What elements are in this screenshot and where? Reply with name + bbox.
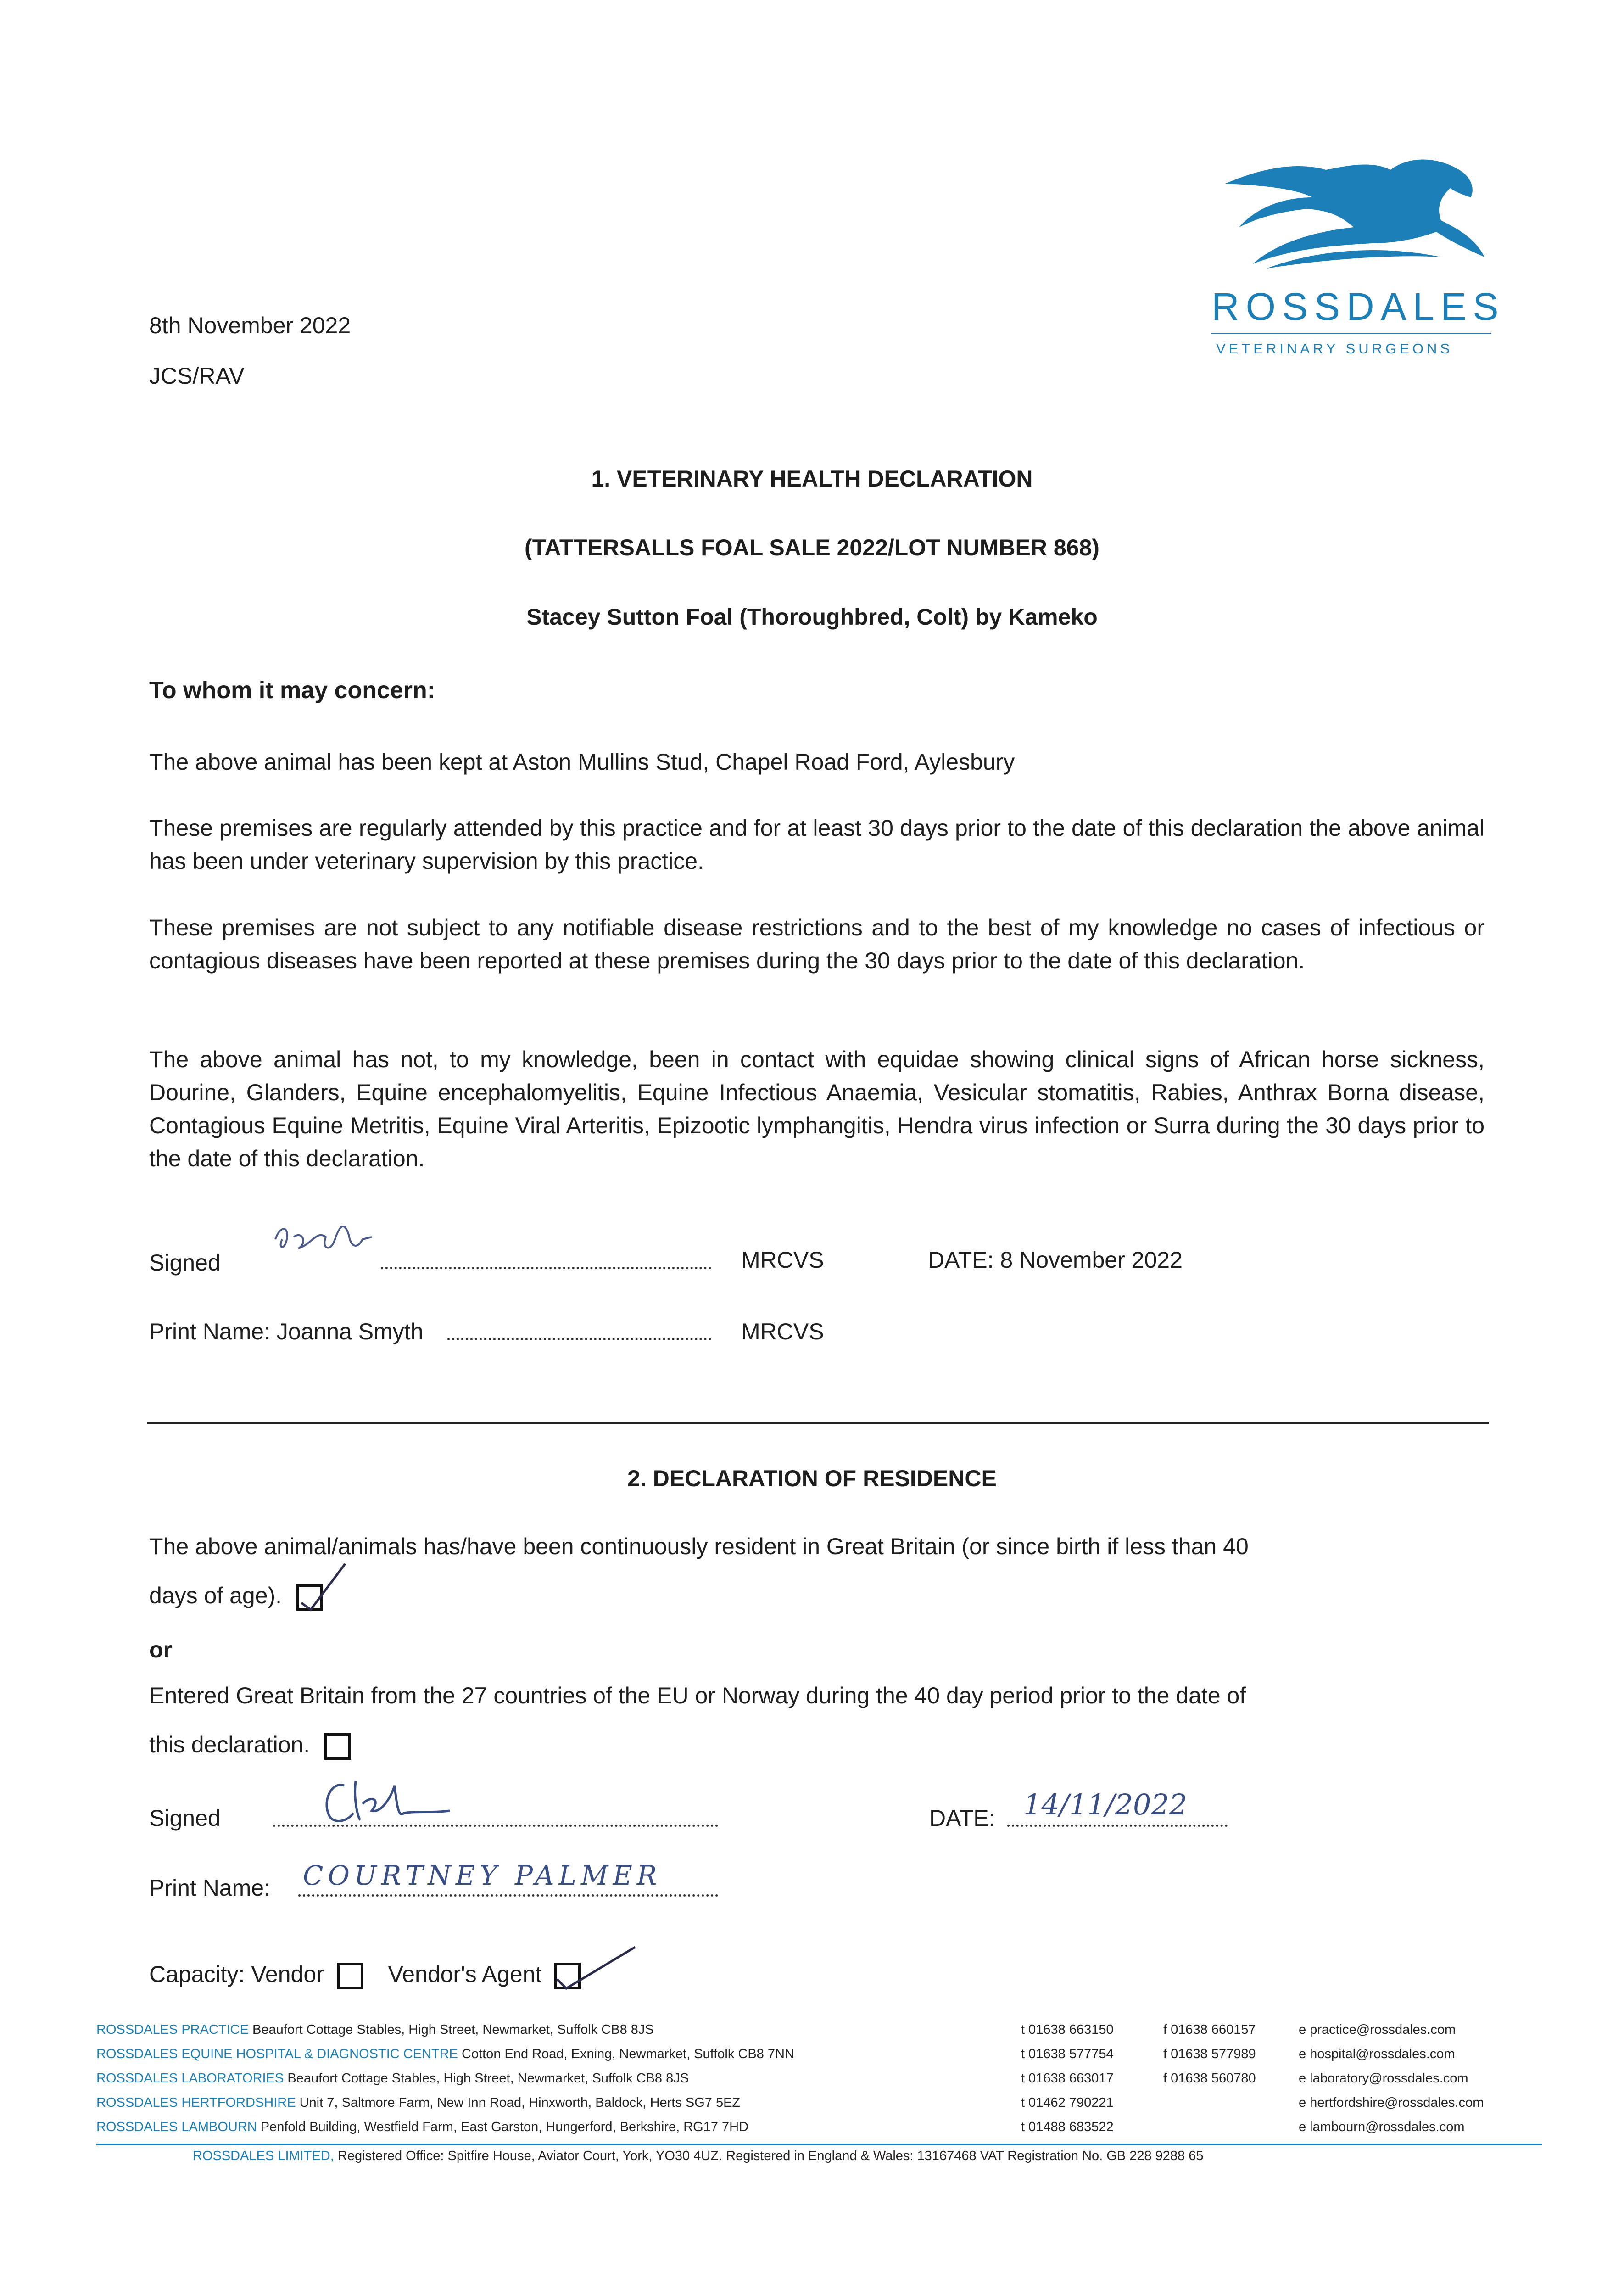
footer: [96, 2020, 1537, 2189]
footer-branch-email[interactable]: e laboratory@rossdales.com: [1299, 2071, 1468, 2086]
vet-print-name: Print Name: Joanna Smyth: [149, 1319, 424, 1344]
section-divider: [147, 1422, 1489, 1424]
mrcvs-label: MRCVS: [741, 1247, 824, 1273]
residence-option1-checkbox[interactable]: [296, 1584, 323, 1611]
owner-date-line: [1007, 1825, 1228, 1827]
section1-subtitle: (TATTERSALLS FOAL SALE 2022/LOT NUMBER 868): [525, 535, 1099, 560]
paragraph-supervision: These premises are regularly attended by this practice and for at least 30 days prior to the date of this declaration the above animal has been under veterinary supervision by this practice.: [149, 815, 1484, 874]
footer-branch-tel: t 01488 683522: [1021, 2120, 1114, 2134]
owner-print-line: [298, 1894, 718, 1897]
footer-branch-address: Unit 7, Saltmore Farm, New Inn Road, Hinxworth, Baldock, Herts SG7 5EZ: [299, 2095, 741, 2110]
residence-option2-line1: Entered Great Britain from the 27 countries of the EU or Norway during the 40 day period prior to the date of: [149, 1683, 1246, 1708]
footer-branch-row: [96, 2117, 1542, 2137]
footer-branch-tel: t 01462 790221: [1021, 2095, 1114, 2110]
section2-title: 2. DECLARATION OF RESIDENCE: [627, 1466, 997, 1491]
owner-signed-label: Signed: [149, 1805, 221, 1831]
footer-branch-tel: t 01638 577754: [1021, 2047, 1114, 2061]
footer-limited: [193, 2146, 1524, 2166]
vendor-agent-checkbox[interactable]: [554, 1963, 581, 1989]
letter-date: 8th November 2022: [149, 313, 351, 338]
footer-branch: [96, 2044, 794, 2064]
footer-branch-row: [96, 2020, 1542, 2040]
footer-branch-fax: f 01638 660157: [1163, 2022, 1256, 2037]
capacity-row: [149, 1958, 581, 1991]
footer-branch-address: Penfold Building, Westfield Farm, East Garston, Hungerford, Berkshire, RG17 7HD: [260, 2120, 749, 2134]
footer-branch-address: Cotton End Road, Exning, Newmarket, Suffolk CB8 7NN: [462, 2047, 794, 2061]
rossdales-logo: [1202, 151, 1505, 367]
residence-option1-line2: [149, 1579, 323, 1612]
footer-branch-tel: t 01638 663017: [1021, 2071, 1114, 2086]
residence-option2-text: this declaration.: [149, 1732, 310, 1758]
limited-text: Registered Office: Spitfire House, Aviator Court, York, YO30 4UZ. Registered in England & Wales: 13167468 VAT Registration No. GB 228 9288 65: [337, 2149, 1204, 2163]
footer-branch-name: ROSSDALES EQUINE HOSPITAL & DIAGNOSTIC CENTRE: [96, 2047, 458, 2061]
vet-print-line: [447, 1338, 711, 1340]
vet-signature-line: [381, 1267, 711, 1269]
residence-option1-text: days of age).: [149, 1583, 282, 1608]
signed-label: Signed: [149, 1250, 221, 1276]
limited-name: ROSSDALES LIMITED,: [193, 2149, 334, 2163]
reference-code: JCS/RAV: [149, 363, 245, 389]
owner-signature: [317, 1767, 454, 1831]
owner-print-label: Print Name:: [149, 1875, 270, 1901]
section1-title: 1. VETERINARY HEALTH DECLARATION: [591, 466, 1033, 492]
residence-option2-checkbox[interactable]: [324, 1733, 351, 1760]
footer-branch-row: [96, 2068, 1542, 2088]
checkmark-icon: [295, 1559, 350, 1614]
brand-divider: [1211, 333, 1491, 334]
paragraph-premises: The above animal has been kept at Aston Mullins Stud, Chapel Road Ford, Aylesbury: [149, 749, 1015, 775]
vet-signature: [271, 1212, 376, 1267]
checkmark-icon: [552, 1938, 640, 1993]
footer-branch-row: [96, 2044, 1542, 2064]
animal-description: Stacey Sutton Foal (Thoroughbred, Colt) by Kameko: [526, 604, 1098, 630]
footer-branch-tel: t 01638 663150: [1021, 2022, 1114, 2037]
footer-branch-row: [96, 2093, 1542, 2113]
footer-branch-email[interactable]: e practice@rossdales.com: [1299, 2022, 1456, 2037]
footer-branch-address: Beaufort Cottage Stables, High Street, Newmarket, Suffolk CB8 8JS: [252, 2022, 654, 2037]
paragraph-restrictions: These premises are not subject to any notifiable disease restrictions and to the best of my knowledge no cases of infectious or contagious diseases have been reported at these premises during the 30 days prior to the date of this declaration.: [149, 915, 1484, 974]
or-separator: or: [149, 1637, 172, 1662]
owner-print-value: COURTNEY PALMER: [303, 1860, 662, 1891]
footer-branch-email[interactable]: e lambourn@rossdales.com: [1299, 2120, 1465, 2134]
brand-name: ROSSDALES: [1211, 285, 1505, 328]
footer-branch-fax: f 01638 577989: [1163, 2047, 1256, 2061]
footer-branch-address: Beaufort Cottage Stables, High Street, Newmarket, Suffolk CB8 8JS: [287, 2071, 689, 2086]
residence-option2-line2: [149, 1728, 351, 1761]
residence-option1-line1: The above animal/animals has/have been continuously resident in Great Britain (or since birth if less than 40: [149, 1534, 1249, 1559]
footer-branch-name: ROSSDALES HERTFORDSHIRE: [96, 2095, 296, 2110]
footer-branch: [96, 2020, 654, 2040]
footer-branch-email[interactable]: e hertfordshire@rossdales.com: [1299, 2095, 1484, 2110]
footer-branch-name: ROSSDALES PRACTICE: [96, 2022, 249, 2037]
vendor-checkbox[interactable]: [337, 1963, 363, 1989]
paragraph-contact: The above animal has not, to my knowledge, been in contact with equidae showing clinical signs of African horse sickness, Dourine, Glanders, Equine encephalomyelitis, Equine Infectious Anaemia, Vesicular stomatitis, Rabies, Anthrax Borna disease, Contagious Equine Metritis, Equine Viral Arteritis, Epizootic lymphangitis, Hendra virus infection or Surra during the 30 days prior to the date of this declaration.: [149, 1047, 1484, 1171]
owner-date-value: 14/11/2022: [1023, 1788, 1188, 1821]
horse-logo-icon: [1221, 151, 1487, 280]
section1-date: DATE: 8 November 2022: [928, 1247, 1183, 1273]
footer-branch: [96, 2117, 748, 2137]
brand-tagline: VETERINARY SURGEONS: [1216, 341, 1453, 357]
footer-branch-name: ROSSDALES LAMBOURN: [96, 2120, 257, 2134]
footer-branch-fax: f 01638 560780: [1163, 2071, 1256, 2086]
salutation: To whom it may concern:: [149, 677, 435, 704]
footer-branch-email[interactable]: e hospital@rossdales.com: [1299, 2047, 1455, 2061]
footer-branch-name: ROSSDALES LABORATORIES: [96, 2071, 284, 2086]
owner-date-label: DATE:: [929, 1805, 995, 1831]
mrcvs-label-2: MRCVS: [741, 1319, 824, 1344]
capacity-vendor-label: Capacity: Vendor: [149, 1961, 324, 1987]
footer-rule: [96, 2144, 1542, 2145]
footer-branch: [96, 2068, 689, 2088]
vendor-agent-label: Vendor's Agent: [388, 1961, 542, 1987]
footer-branch: [96, 2093, 740, 2113]
